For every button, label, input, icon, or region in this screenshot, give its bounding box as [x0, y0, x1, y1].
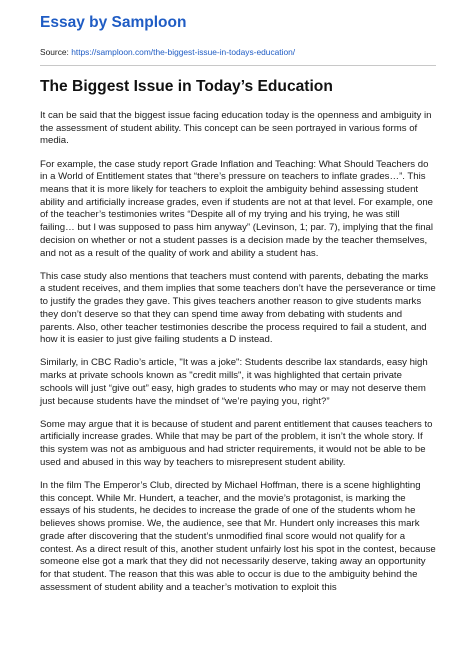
paragraph: Some may argue that it is because of student and parent entitlement that causes teachers to artificially increase grades. While that may be part of the problem, it isn’t the whole story. If this system was not as ambiguous and had stricter requirements, it would not be able to be used and abused in this way by teachers to misrepresent student ability. — [40, 418, 433, 468]
site-brand: Essay by Samploon — [40, 14, 187, 31]
paragraph: This case study also mentions that teachers must contend with parents, debating the marks a student receives, and them implies that some teachers don’t have the perseverance or time to justify the grades they gave. This gives teachers another reason to give students marks they don’t deserve so that they can spend time away from debating with students and parents. Also, other teacher testimonies describe the process required to fail a student, and how it is easier to just give failing students a D instead. — [40, 270, 436, 346]
paragraph: For example, the case study report Grade Inflation and Teaching: What Should Teachers do in a World of Entitlement states that “there’s pressure on teachers to inflate grades…”. This means that it is more likely for teachers to exploit the ambiguity behind assessing student ability and artificially increase grades, even if students are not at that level. For example, one of the teacher’s testimonies writes “Despite all of my trying and his trying, he was still failing… but I was supposed to pass him anyway” (Levinson, 1; par. 7), implying that the final decision on whether or not a student passes is a decision made by the teacher themselves, and not as a result of the quality of work and ability a student has. — [40, 158, 434, 259]
paragraph: Similarly, in CBC Radio’s article, "It was a joke": Students describe lax standards, easy high marks at private schools known as "credit mills", it was highlighted that certain private schools will just “give out” easy, high grades to students who may or may not deserve them just because students have the mindset of “we’re paying you, right?” — [40, 357, 428, 407]
source-line — [40, 47, 436, 58]
paragraph: In the film The Emperor’s Club, directed by Michael Hoffman, there is a scene highlighting this concept. While Mr. Hundert, a teacher, and the movie’s protagonist, is marking the essays of his students, he decides to increase the grade of one of the students whom he believes shows promise. We, the audience, see that Mr. Hundert only increases this mark grade after discovering that the student’s unmodified final score would not qualify for a contest. As a direct result of this, another student unfairly lost his spot in the contest, because someone else got a mark that they did not necessarily deserve, taking away an opportunity for that student. The reason that this was able to occur is due to the ambiguity behind the assessment of student ability and a teacher’s motivation to exploit this — [40, 480, 436, 593]
article-body — [40, 110, 436, 594]
article-title: The Biggest Issue in Today’s Education — [40, 78, 333, 95]
source-label: Source: — [40, 47, 72, 57]
header-divider — [40, 65, 436, 66]
paragraph: It can be said that the biggest issue facing education today is the openness and ambiguity in the assessment of student ability. This concept can be seen portrayed in various forms of media. — [40, 110, 432, 147]
source-link[interactable]: https://samploon.com/the-biggest-issue-in-todays-education/ — [71, 47, 296, 57]
